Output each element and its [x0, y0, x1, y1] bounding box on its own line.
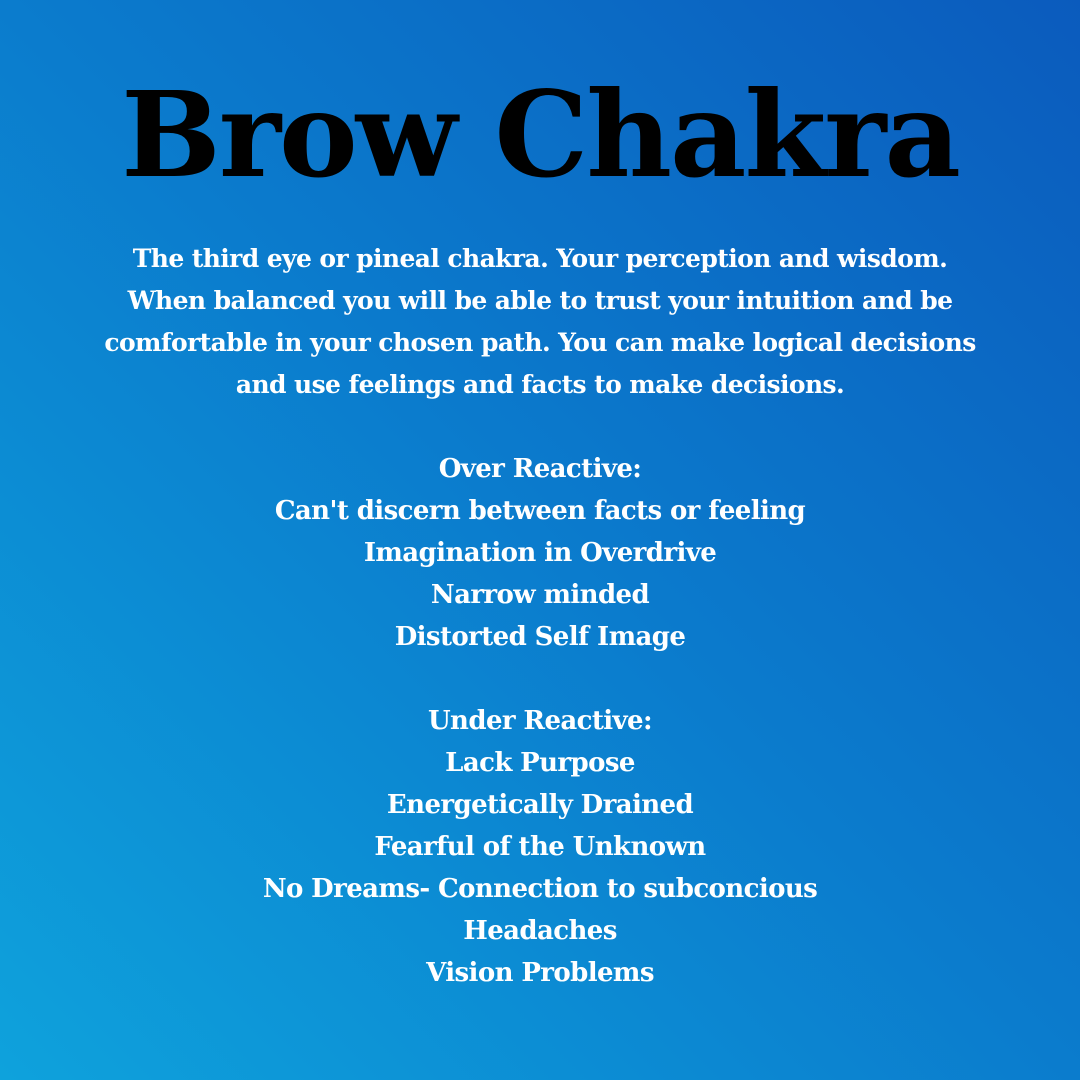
over-reactive-item: Can't discern between facts or feeling	[274, 496, 806, 526]
over-reactive-item: Imagination in Overdrive	[363, 538, 717, 568]
intro-line: The third eye or pineal chakra. Your perception and wisdom.	[132, 244, 948, 273]
over-reactive-section	[140, 448, 940, 658]
intro-line: comfortable in your chosen path. You can make logical decisions	[104, 328, 976, 357]
over-reactive-item: Narrow minded	[430, 580, 650, 610]
under-reactive-item: Energetically Drained	[386, 790, 694, 820]
under-reactive-item: Fearful of the Unknown	[374, 832, 706, 862]
intro-line: When balanced you will be able to trust your intuition and be	[127, 286, 953, 315]
over-reactive-heading: Over Reactive:	[438, 454, 642, 484]
page-title: Brow Chakra	[121, 65, 959, 204]
intro-paragraph	[80, 238, 1000, 406]
over-reactive-item: Distorted Self Image	[394, 622, 686, 652]
under-reactive-item: Vision Problems	[426, 958, 654, 988]
intro-line: and use feelings and facts to make decisions.	[235, 370, 845, 399]
under-reactive-item: No Dreams- Connection to subconcious	[262, 874, 818, 904]
under-reactive-section	[140, 700, 940, 994]
under-reactive-item: Lack Purpose	[445, 748, 635, 778]
under-reactive-item: Headaches	[463, 916, 617, 946]
under-reactive-heading: Under Reactive:	[427, 706, 652, 736]
